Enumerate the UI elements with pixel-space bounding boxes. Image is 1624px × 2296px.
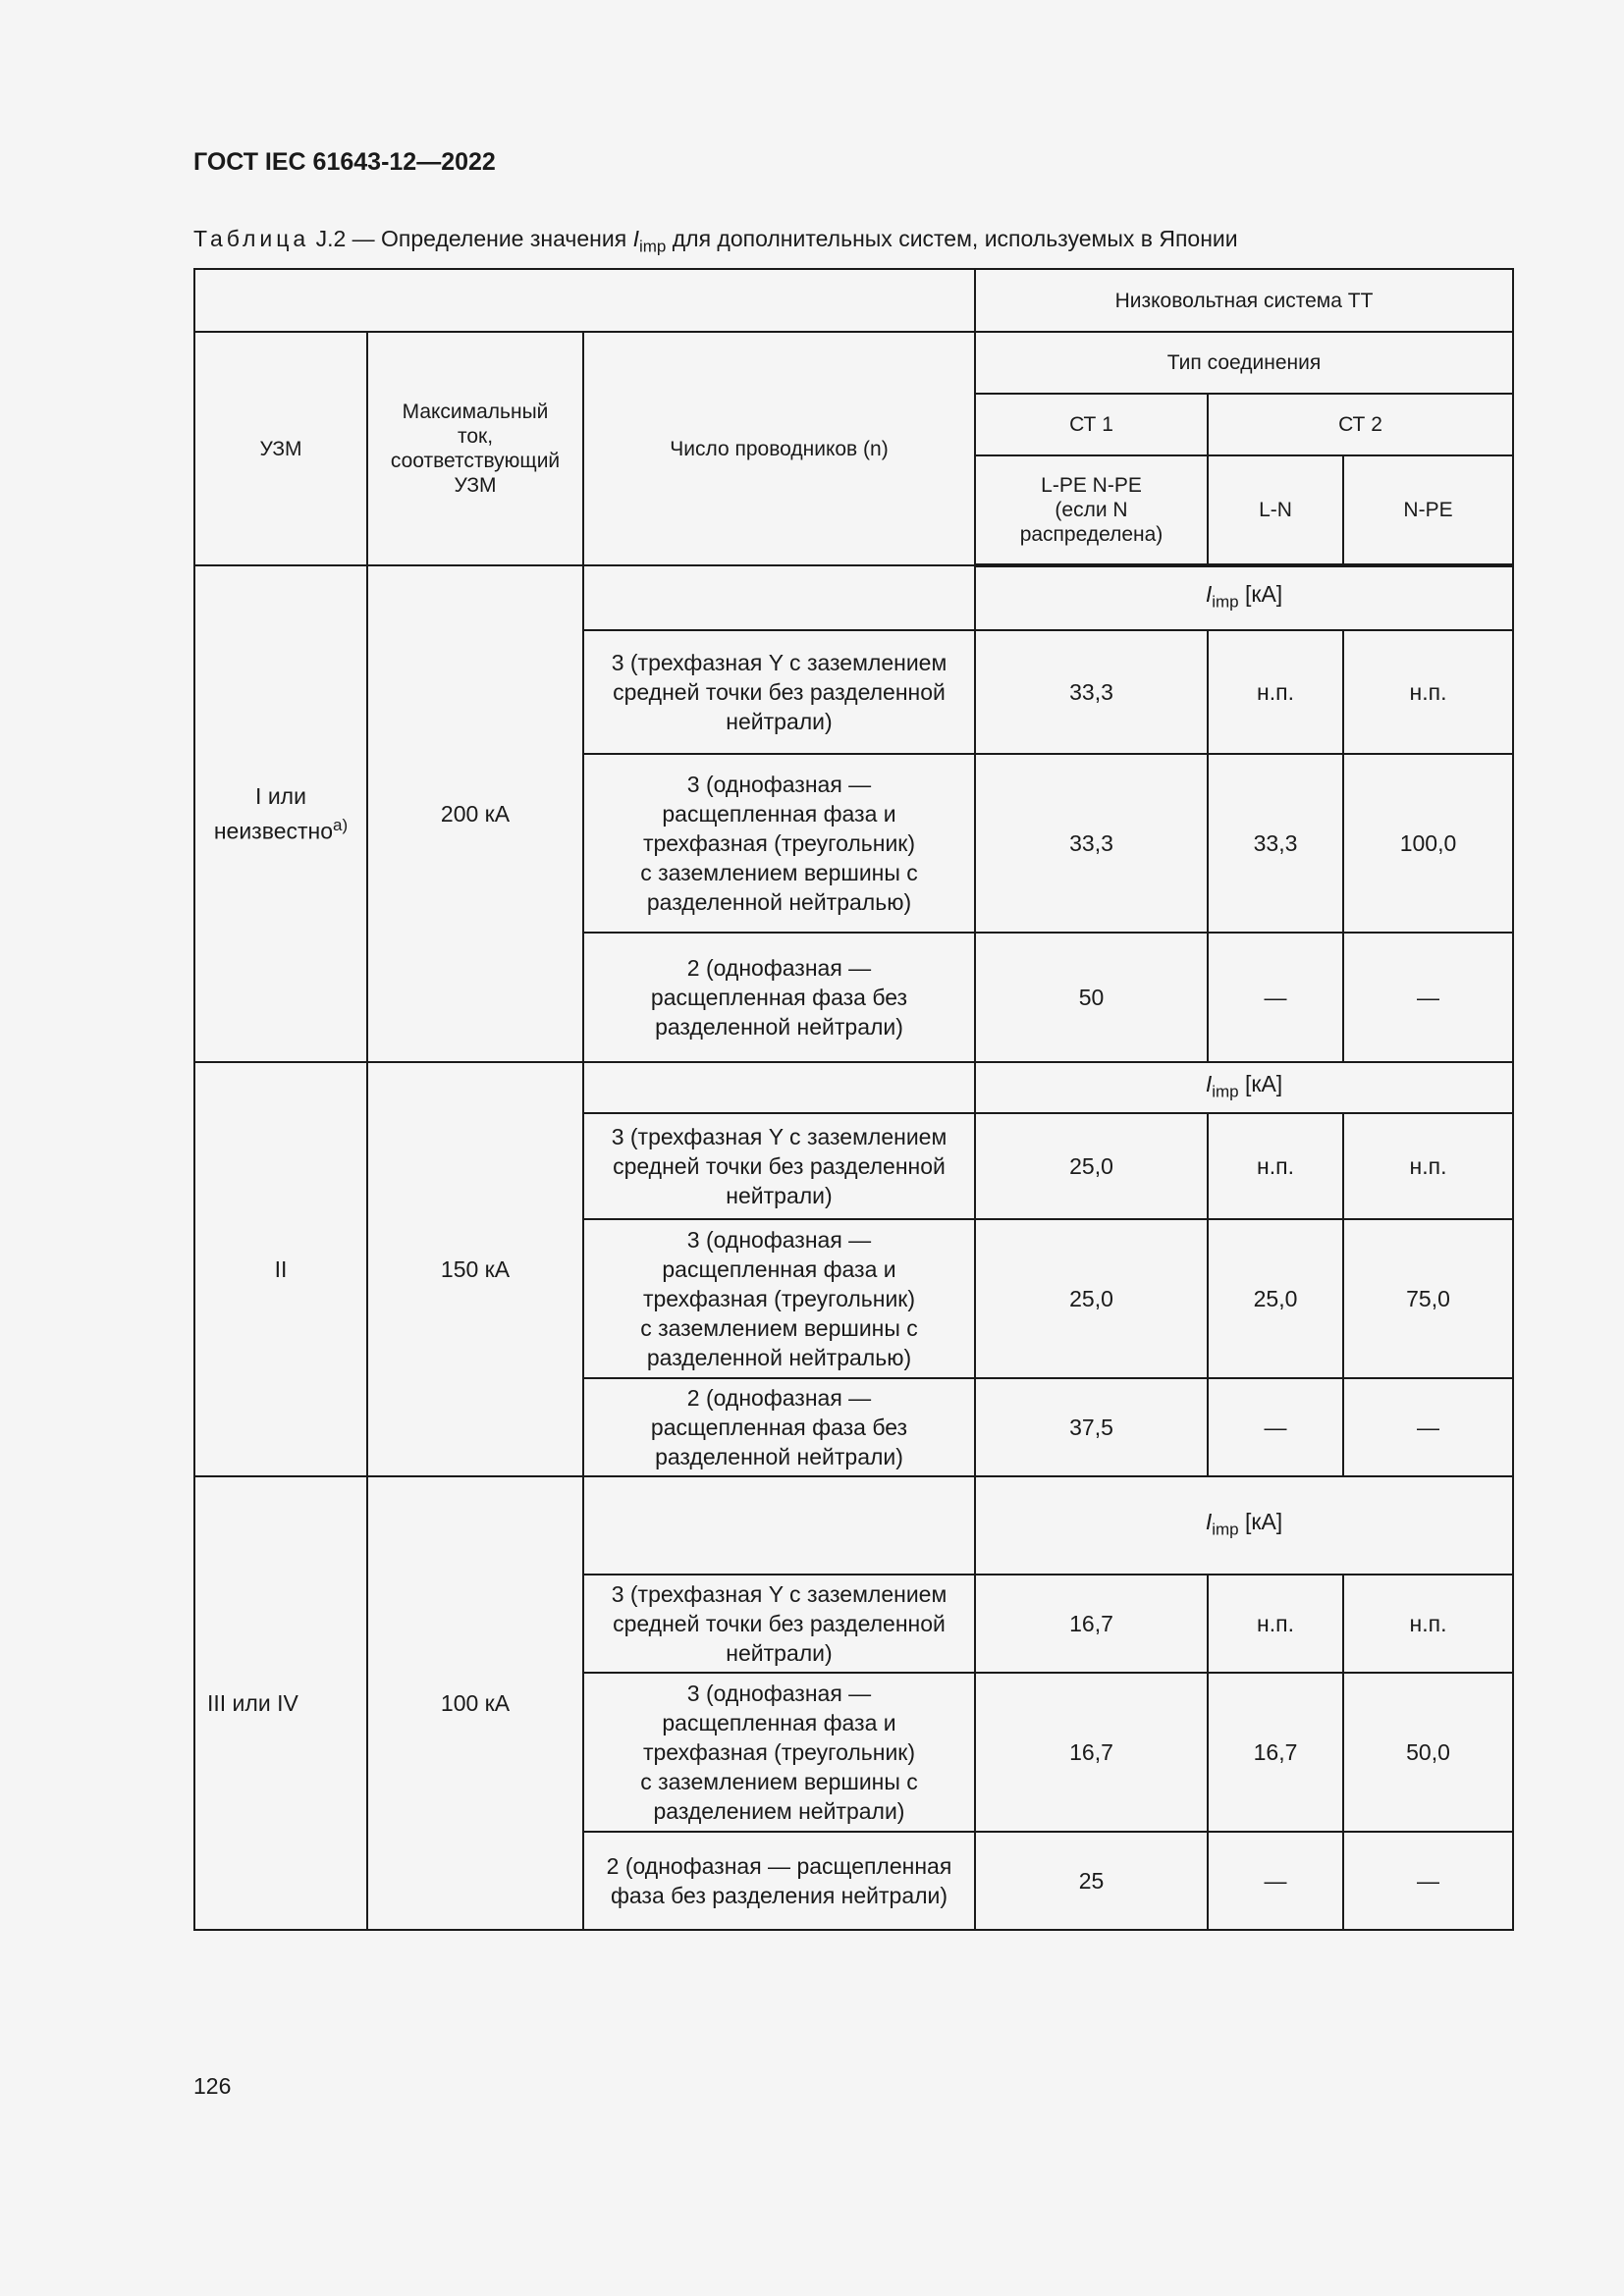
ct1-value: 33,3 <box>975 754 1208 933</box>
header-max-current: Максимальный ток, соответствующий УЗМ <box>367 332 583 565</box>
unit-suffix: [кА] <box>1238 580 1283 607</box>
npe-value: 50,0 <box>1343 1673 1513 1832</box>
ct1-value: 33,3 <box>975 630 1208 754</box>
table-header <box>194 269 1513 565</box>
npe-value: н.п. <box>1343 1113 1513 1219</box>
ln-value: н.п. <box>1208 1113 1343 1219</box>
ln-value: — <box>1208 1378 1343 1476</box>
unit-symbol: I <box>1205 1508 1213 1534</box>
ct1-value: 25 <box>975 1832 1208 1930</box>
header-conductors: Число проводников (n) <box>583 332 975 565</box>
header-ln: L-N <box>1208 455 1343 565</box>
caption-rest: для дополнительных систем, используемых в Японии <box>666 226 1238 251</box>
conductors-cell: 3 (трехфазная Y с заземлением средней точки без разделенной нейтрали) <box>583 1113 975 1219</box>
conductors-cell: 2 (однофазная — расщепленная фаза без разделения нейтрали) <box>583 1832 975 1930</box>
unit-cell <box>975 1062 1513 1113</box>
table-row <box>194 565 1513 630</box>
unit-symbol-sub: imp <box>1212 1082 1239 1101</box>
unit-suffix: [кА] <box>1238 1508 1283 1534</box>
page-number: 126 <box>193 2073 232 2099</box>
unit-suffix: [кА] <box>1238 1070 1283 1096</box>
header-npe: N-PE <box>1343 455 1513 565</box>
npe-value: — <box>1343 1378 1513 1476</box>
npe-value: 100,0 <box>1343 754 1513 933</box>
npe-value: н.п. <box>1343 630 1513 754</box>
table-caption <box>193 226 1238 257</box>
header-lpe-npe: L-PE N-PE (если N распределена) <box>975 455 1208 565</box>
data-table <box>193 268 1514 1931</box>
conductors-cell: 2 (однофазная — расщепленная фаза без разделенной нейтрали) <box>583 1378 975 1476</box>
header-connection-type: Тип соединения <box>975 332 1513 394</box>
document-code: ГОСТ IEC 61643-12—2022 <box>193 148 496 176</box>
header-empty-cell <box>194 269 975 332</box>
npe-value: 75,0 <box>1343 1219 1513 1378</box>
header-system: Низковольтная система ТТ <box>975 269 1513 332</box>
ln-value: 25,0 <box>1208 1219 1343 1378</box>
max-current-cell: 200 кА <box>367 565 583 1062</box>
uzm-cell <box>194 1062 367 1476</box>
uzm-cell <box>194 565 367 1062</box>
npe-value: — <box>1343 933 1513 1062</box>
unit-symbol: I <box>1205 580 1213 607</box>
table-body <box>194 565 1513 1930</box>
ln-value: — <box>1208 933 1343 1062</box>
uzm-label: III или IV <box>207 1690 298 1716</box>
ct1-value: 16,7 <box>975 1673 1208 1832</box>
conductors-cell: 3 (трехфазная Y с заземлением средней точки без разделенной нейтрали) <box>583 1575 975 1673</box>
caption-prefix: Таблица <box>193 226 310 251</box>
npe-value: н.п. <box>1343 1575 1513 1673</box>
uzm-label: I или неизвестно <box>213 783 334 844</box>
conductors-cell: 3 (однофазная — расщепленная фаза и трехфазная (треугольник) с заземлением вершины с разделенной нейтралью) <box>583 754 975 933</box>
ct1-value: 16,7 <box>975 1575 1208 1673</box>
unit-cell <box>975 1476 1513 1575</box>
conductors-cell: 3 (однофазная — расщепленная фаза и трехфазная (треугольник) с заземлением вершины с разделением нейтрали) <box>583 1673 975 1832</box>
header-uzm: УЗМ <box>194 332 367 565</box>
uzm-cell <box>194 1476 367 1930</box>
conductors-empty-cell <box>583 1476 975 1575</box>
unit-symbol-sub: imp <box>1212 592 1239 612</box>
conductors-cell: 3 (трехфазная Y с заземлением средней точки без разделенной нейтрали) <box>583 630 975 754</box>
conductors-cell: 3 (однофазная — расщепленная фаза и трехфазная (треугольник) с заземлением вершины с разделенной нейтралью) <box>583 1219 975 1378</box>
ln-value: — <box>1208 1832 1343 1930</box>
ct1-value: 37,5 <box>975 1378 1208 1476</box>
caption-number: J.2 — Определение значения <box>309 226 633 251</box>
ln-value: 16,7 <box>1208 1673 1343 1832</box>
npe-value: — <box>1343 1832 1513 1930</box>
caption-symbol-sub: imp <box>638 237 667 256</box>
footnote-marker: a) <box>333 816 349 835</box>
caption-symbol: I <box>632 226 639 251</box>
conductors-empty-cell <box>583 565 975 630</box>
ct1-value: 50 <box>975 933 1208 1062</box>
header-ct2: СТ 2 <box>1208 394 1513 455</box>
ln-value: н.п. <box>1208 630 1343 754</box>
conductors-cell: 2 (однофазная — расщепленная фаза без разделенной нейтрали) <box>583 933 975 1062</box>
table-row <box>194 1062 1513 1113</box>
ct1-value: 25,0 <box>975 1219 1208 1378</box>
ln-value: н.п. <box>1208 1575 1343 1673</box>
unit-symbol-sub: imp <box>1212 1520 1239 1539</box>
conductors-empty-cell <box>583 1062 975 1113</box>
ct1-value: 25,0 <box>975 1113 1208 1219</box>
max-current-cell: 100 кА <box>367 1476 583 1930</box>
unit-symbol: I <box>1205 1070 1213 1096</box>
max-current-cell: 150 кА <box>367 1062 583 1476</box>
table-row <box>194 1476 1513 1575</box>
ln-value: 33,3 <box>1208 754 1343 933</box>
uzm-label: II <box>274 1256 288 1282</box>
header-ct1: СТ 1 <box>975 394 1208 455</box>
unit-cell <box>975 565 1513 630</box>
